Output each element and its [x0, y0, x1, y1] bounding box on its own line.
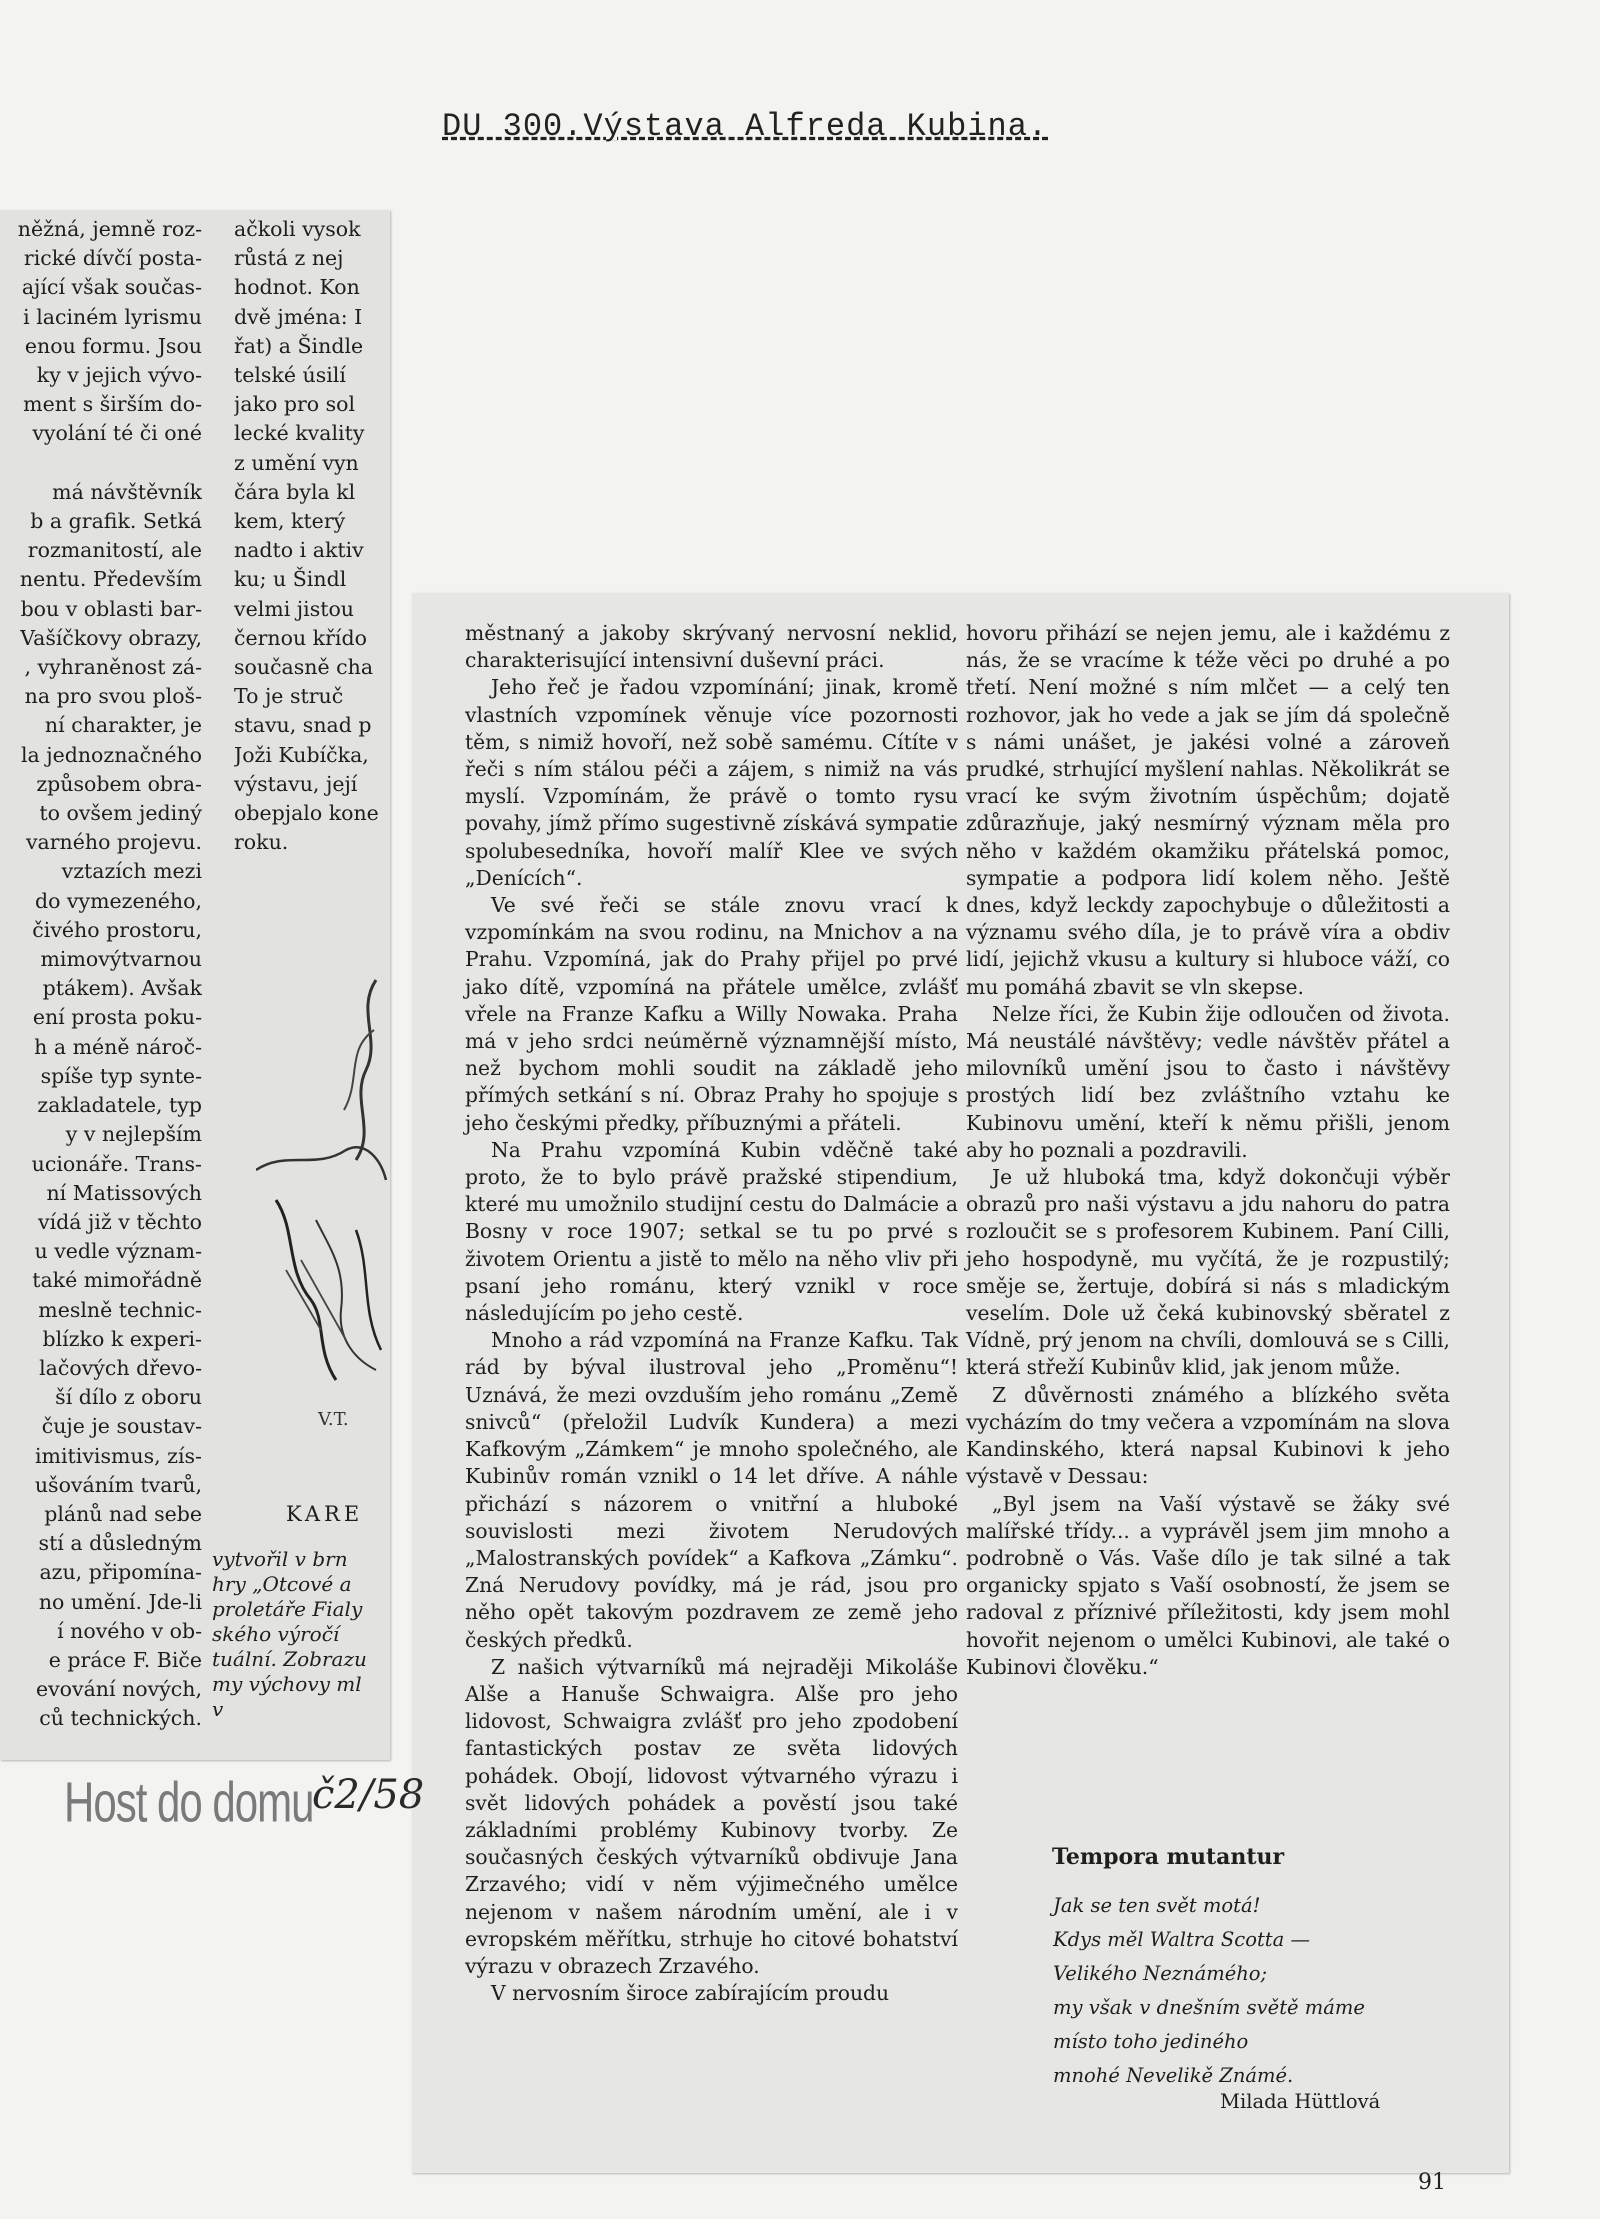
- text-line: nentu. Především: [19, 567, 202, 592]
- paragraph: Nelze říci, že Kubin žije odloučen od života. Má neustálé návštěvy; vedle návštěv přátel a milovníků umění jsou to často i návštěvy prostých lidí bez zvláštního vztahu ke Kubinovu umění, kteří k němu přišli, jenom aby ho poznali a pozdravili.: [966, 1001, 1450, 1162]
- text-line: To je struč: [234, 684, 344, 709]
- text-line: ušováním tvarů,: [34, 1472, 202, 1497]
- text-line: stavu, snad p: [234, 713, 372, 738]
- text-line: meslně technic-: [38, 1297, 202, 1322]
- sketch-signature: V.T.: [318, 1409, 349, 1430]
- text-line: do vymezeného,: [34, 888, 202, 913]
- text-line: lecké kvality: [234, 421, 365, 446]
- text-line: , vyhraněnost zá-: [24, 655, 202, 680]
- article-column-2: [966, 620, 1450, 1681]
- text-line: evování nových,: [35, 1677, 202, 1702]
- document-heading: DU 300.Výstava Alfreda Kubina.: [442, 108, 1049, 145]
- text-line: enou formu. Jsou: [24, 333, 202, 358]
- poem-line: my však v dnešním světě máme: [1053, 1996, 1365, 2019]
- text-line: b a grafik. Setká: [30, 509, 202, 534]
- text-line: z umění vyn: [234, 450, 359, 475]
- poem-author: Milada Hüttlová: [1220, 2090, 1381, 2113]
- text-line: Joži Kubíčka,: [234, 742, 369, 767]
- text-line: nadto i aktiv: [234, 538, 364, 563]
- left-column-a: [4, 215, 202, 1734]
- text-line: no umění. Jde-li: [38, 1589, 202, 1614]
- text-line: í nového v ob-: [57, 1618, 202, 1643]
- sketch-stroke: [276, 1200, 336, 1380]
- sketch-stroke: [256, 1147, 386, 1180]
- text-line: hodnot. Kon: [234, 275, 360, 300]
- text-line: ačkoli vysok: [234, 217, 361, 241]
- text-line: na pro svou ploš-: [24, 684, 202, 709]
- text-line: čivého prostoru,: [32, 917, 202, 942]
- poem-line: Kdys měl Waltra Scotta —: [1053, 1928, 1310, 1951]
- paragraph: městnaný a jakoby skrývaný nervosní neklid, charakterisující intensivní duševní práci.: [465, 621, 958, 673]
- text-line: čuje je soustav-: [41, 1414, 202, 1439]
- text-line: ní charakter, je: [44, 713, 202, 738]
- text-line: roku.: [234, 830, 289, 855]
- text-line: h a méně nároč-: [34, 1034, 202, 1059]
- text-line: současně cha: [234, 655, 374, 680]
- poem-title: Tempora mutantur: [1052, 1844, 1285, 1870]
- paragraph: Mnoho a rád vzpomíná na Franze Kafku. Tak rád by býval ilustroval jeho „Proměnu“! Uznává, že mezi ovzduším jeho románu „Země snivců“ (přeložil Ludvík Kundera) a mezi Kafkovým „Zámkem“ je mnoho společného, ale Kubinův román vznikl o 14 let dříve. A náhle přichází s názorem o vnitřní a hluboké souvislosti mezi životem Nerudových „Malostranských povídek“ a Kafkova „Zámku“. Zná Nerudovy povídky, má je rád, jsou pro něho opět takovým pozdravem ze země jeho českých předků.: [465, 1328, 958, 1652]
- poem-line: Jak se ten svět motá!: [1053, 1894, 1261, 1917]
- text-line: Vašíčkovy obrazy,: [20, 625, 202, 650]
- text-line: e práce F. Biče: [48, 1647, 202, 1672]
- paragraph: V nervosním široce zabírajícím proudu: [491, 1981, 890, 2006]
- text-line: azu, připomína-: [39, 1560, 202, 1585]
- text-line: lačových dřevo-: [39, 1355, 202, 1380]
- text-line: ající však součas-: [21, 275, 202, 300]
- text-line: stí a důsledným: [38, 1531, 202, 1556]
- text-line: ší dílo z oboru: [55, 1385, 202, 1410]
- text-line: ment s širším do-: [23, 392, 202, 417]
- text-line: rozmanitostí, ale: [27, 538, 202, 563]
- kubin-sketch: [256, 970, 391, 1440]
- caption-line: hry „Otcové a: [212, 1572, 352, 1596]
- caption-line: vytvořil v brn: [212, 1547, 348, 1571]
- caption-line: tuální. Zobrazu: [212, 1647, 367, 1671]
- left-column-b: [234, 215, 384, 857]
- text-line: vídá již v těchto: [38, 1209, 202, 1234]
- text-line: velmi jistou: [234, 596, 354, 621]
- article-column-1: [465, 620, 958, 2007]
- caption-line: proletáře Fialy: [212, 1597, 363, 1621]
- text-line: kem, který: [234, 509, 346, 534]
- text-line: bou v oblasti bar-: [20, 596, 202, 621]
- paragraph: Z důvěrnosti známého a blízkého světa vycházím do tmy večera a vzpomínám na slova Kandinského, která napsal Kubinovi k jeho výstavě v Dessau:: [966, 1382, 1450, 1489]
- archive-stamp: Host do domu: [64, 1770, 314, 1834]
- paragraph: Jeho řeč je řadou vzpomínání; jinak, kromě vlastních vzpomínek věnuje více pozornosti těm, s nimiž hovoří, než sobě samému. Cítíte v řeči s ním stálou péči a zájem, s nimiž na vás myslí. Vzpomínám, že právě o tomto rysu povahy, jímž přímo sugestivně získává sympatie spolubesedníka, hovoří malíř Klee ve svých „Denících“.: [465, 675, 958, 890]
- page-number: 91: [1418, 2170, 1446, 2195]
- text-line: dvě jména: I: [234, 304, 363, 329]
- text-line: la jednoznačného: [20, 742, 202, 767]
- caption-line: v: [212, 1697, 224, 1721]
- text-line: čára byla kl: [234, 479, 356, 504]
- text-line: y v nejlepším: [65, 1122, 202, 1147]
- sketch-caption: [212, 1547, 387, 1722]
- text-line: černou křído: [234, 625, 367, 650]
- text-line: u vedle význam-: [34, 1239, 202, 1264]
- text-line: [4, 449, 202, 478]
- poem-line: mnohé Nevelikě Známé.: [1053, 2064, 1294, 2087]
- text-line: to ovšem jediný: [39, 801, 202, 826]
- text-line: vztazích mezi: [61, 859, 202, 884]
- sketch-stroke: [356, 980, 376, 1160]
- text-line: blízko k experi-: [42, 1326, 202, 1351]
- text-line: řat) a Šindle: [234, 333, 364, 358]
- text-line: rické dívčí posta-: [23, 246, 202, 271]
- text-line: ky v jejich vývo-: [36, 363, 202, 388]
- paragraph: „Byl jsem na Vaší výstavě se žáky své malířské třídy... a vyprávěl jsem jim mnoho a podrobně o Vás. Vaše dílo je tak silné a tak organicky spjato s Vaší osobností, že jsem se radoval z příznivé příležitosti, kdy jsem mohl hovořit nejenom o umělci Kubinovi, ale také o Kubinovi člověku.“: [966, 1491, 1450, 1679]
- text-line: ení prosta poku-: [32, 1005, 202, 1030]
- text-line: imitivismus, zís-: [34, 1443, 202, 1468]
- text-line: ptákem). Avšak: [42, 976, 202, 1001]
- text-line: růstá z nej: [234, 246, 344, 271]
- text-line: mimovýtvarnou: [40, 947, 202, 972]
- text-line: má návštěvník: [52, 479, 202, 504]
- text-line: varného projevu.: [25, 830, 202, 855]
- paragraph: Je už hluboká tma, když dokončuji výběr obrazů pro naši výstavu a jdu nahoru do patra rozloučit se s profesorem Kubinem. Paní Cilli, jeho hospodyně, mu vyčítá, že je rozpustilý; směje se, žertuje, dobírá si nás s mladickým veselím. Dole už čeká kubinovský sběratel z Vídně, prý jenom na chvíli, domlouvá se s Cilli, která střeží Kubinův klid, jak jenom může.: [966, 1165, 1450, 1380]
- handwritten-note: č2/58: [312, 1772, 425, 1818]
- caption-name: KARE: [286, 1502, 364, 1526]
- text-line: plánů nad sebe: [44, 1501, 202, 1526]
- sketch-stroke: [356, 1230, 381, 1350]
- caption-line: ského výročí: [212, 1622, 340, 1646]
- text-line: zakladatele, typ: [37, 1093, 202, 1118]
- text-line: spíše typ synte-: [40, 1063, 202, 1088]
- text-line: také mimořádně: [32, 1268, 202, 1293]
- text-line: telské úsilí: [234, 363, 346, 388]
- paragraph: Z našich výtvarníků má nejraději Mikoláše Alše a Hanuše Schwaigra. Alše pro jeho lidovost, Schwaigra zvlášť pro jeho zpodobení fantastických postav ze světa lidových pohádek. Obojí, lidovost výtvarného výrazu i svět lidových pohádek a pověstí jsou také základními problémy Kubinovy tvorby. Ze současných českých výtvarníků obdivuje Jana Zrzavého; vidí v něm výjimečného umělce nejenom v našem národním umění, ale i v evropském měřítku, strhuje ho citové bohatství výrazu v obrazech Zrzavého.: [465, 1654, 958, 1978]
- text-line: jako pro sol: [234, 392, 356, 417]
- poem-line: místo toho jediného: [1053, 2030, 1249, 2053]
- poem-body: [1053, 1889, 1365, 2093]
- poem-line: Velikého Neznámého;: [1053, 1962, 1268, 1985]
- paragraph: Ve své řeči se stále znovu vrací k vzpomínkám na svou rodinu, na Mnichov a na Prahu. Vzpomíná, jak do Prahy přijel po prvé jako dítě, vzpomíná na přátele umělce, zvlášť vřele na Franze Kafku a Willy Nowaka. Praha má v jeho srdci neúměrně významnější místo, než bychom mohli soudit na základě jeho přímých setkání s ní. Obraz Prahy ho spojuje s jeho českými předky, příbuznými a přáteli.: [465, 893, 958, 1135]
- text-line: ců technických.: [39, 1706, 202, 1731]
- caption-line: my výchovy ml: [212, 1672, 362, 1696]
- text-line: ku; u Šindl: [234, 567, 347, 592]
- text-line: něžná, jemně roz-: [17, 217, 202, 241]
- text-line: vyolání té či oné: [32, 421, 202, 446]
- text-line: výstavu, její: [234, 771, 358, 796]
- text-line: způsobem obra-: [36, 771, 202, 796]
- paragraph: Na Prahu vzpomíná Kubin vděčně také proto, že to bylo právě pražské stipendium, které mu umožnilo studijní cestu do Dalmácie a Bosny v roce 1907; setkal se tu po prvé s životem Orientu a jistě to mělo na něho vliv při psaní jeho románu, který vznikl v roce následujícím po jeho cestě.: [465, 1137, 958, 1326]
- text-line: ucionáře. Trans-: [31, 1151, 202, 1176]
- paragraph: hovoru přihází se nejen jemu, ale i každému z nás, že se vracíme k téže věci po druhé a po třetí. Není možné s ním mlčet — a celý ten rozhovor, jak ho vede a jak se jím dá společně s námi unášet, je jakési volné a zároveň prudké, strhující myšlení nahlas. Několikrát se vrací ke svým životním úspěchům; dojatě zdůrazňuje, jaký nesmírný význam měla pro něho v každém okamžiku přátelská pomoc, sympatie a podpora lidí kolem něho. Ještě dnes, když leckdy zapochybuje o důležitosti a významu svého díla, je to právě víra a obdiv lidí, jejichž vkusu a kultury si hluboce váží, co mu pomáhá zbavit se vln skepse.: [966, 621, 1450, 999]
- text-line: ní Matissových: [46, 1180, 202, 1205]
- text-line: i laciném lyrismu: [23, 304, 202, 329]
- text-line: obepjalo kone: [234, 801, 379, 826]
